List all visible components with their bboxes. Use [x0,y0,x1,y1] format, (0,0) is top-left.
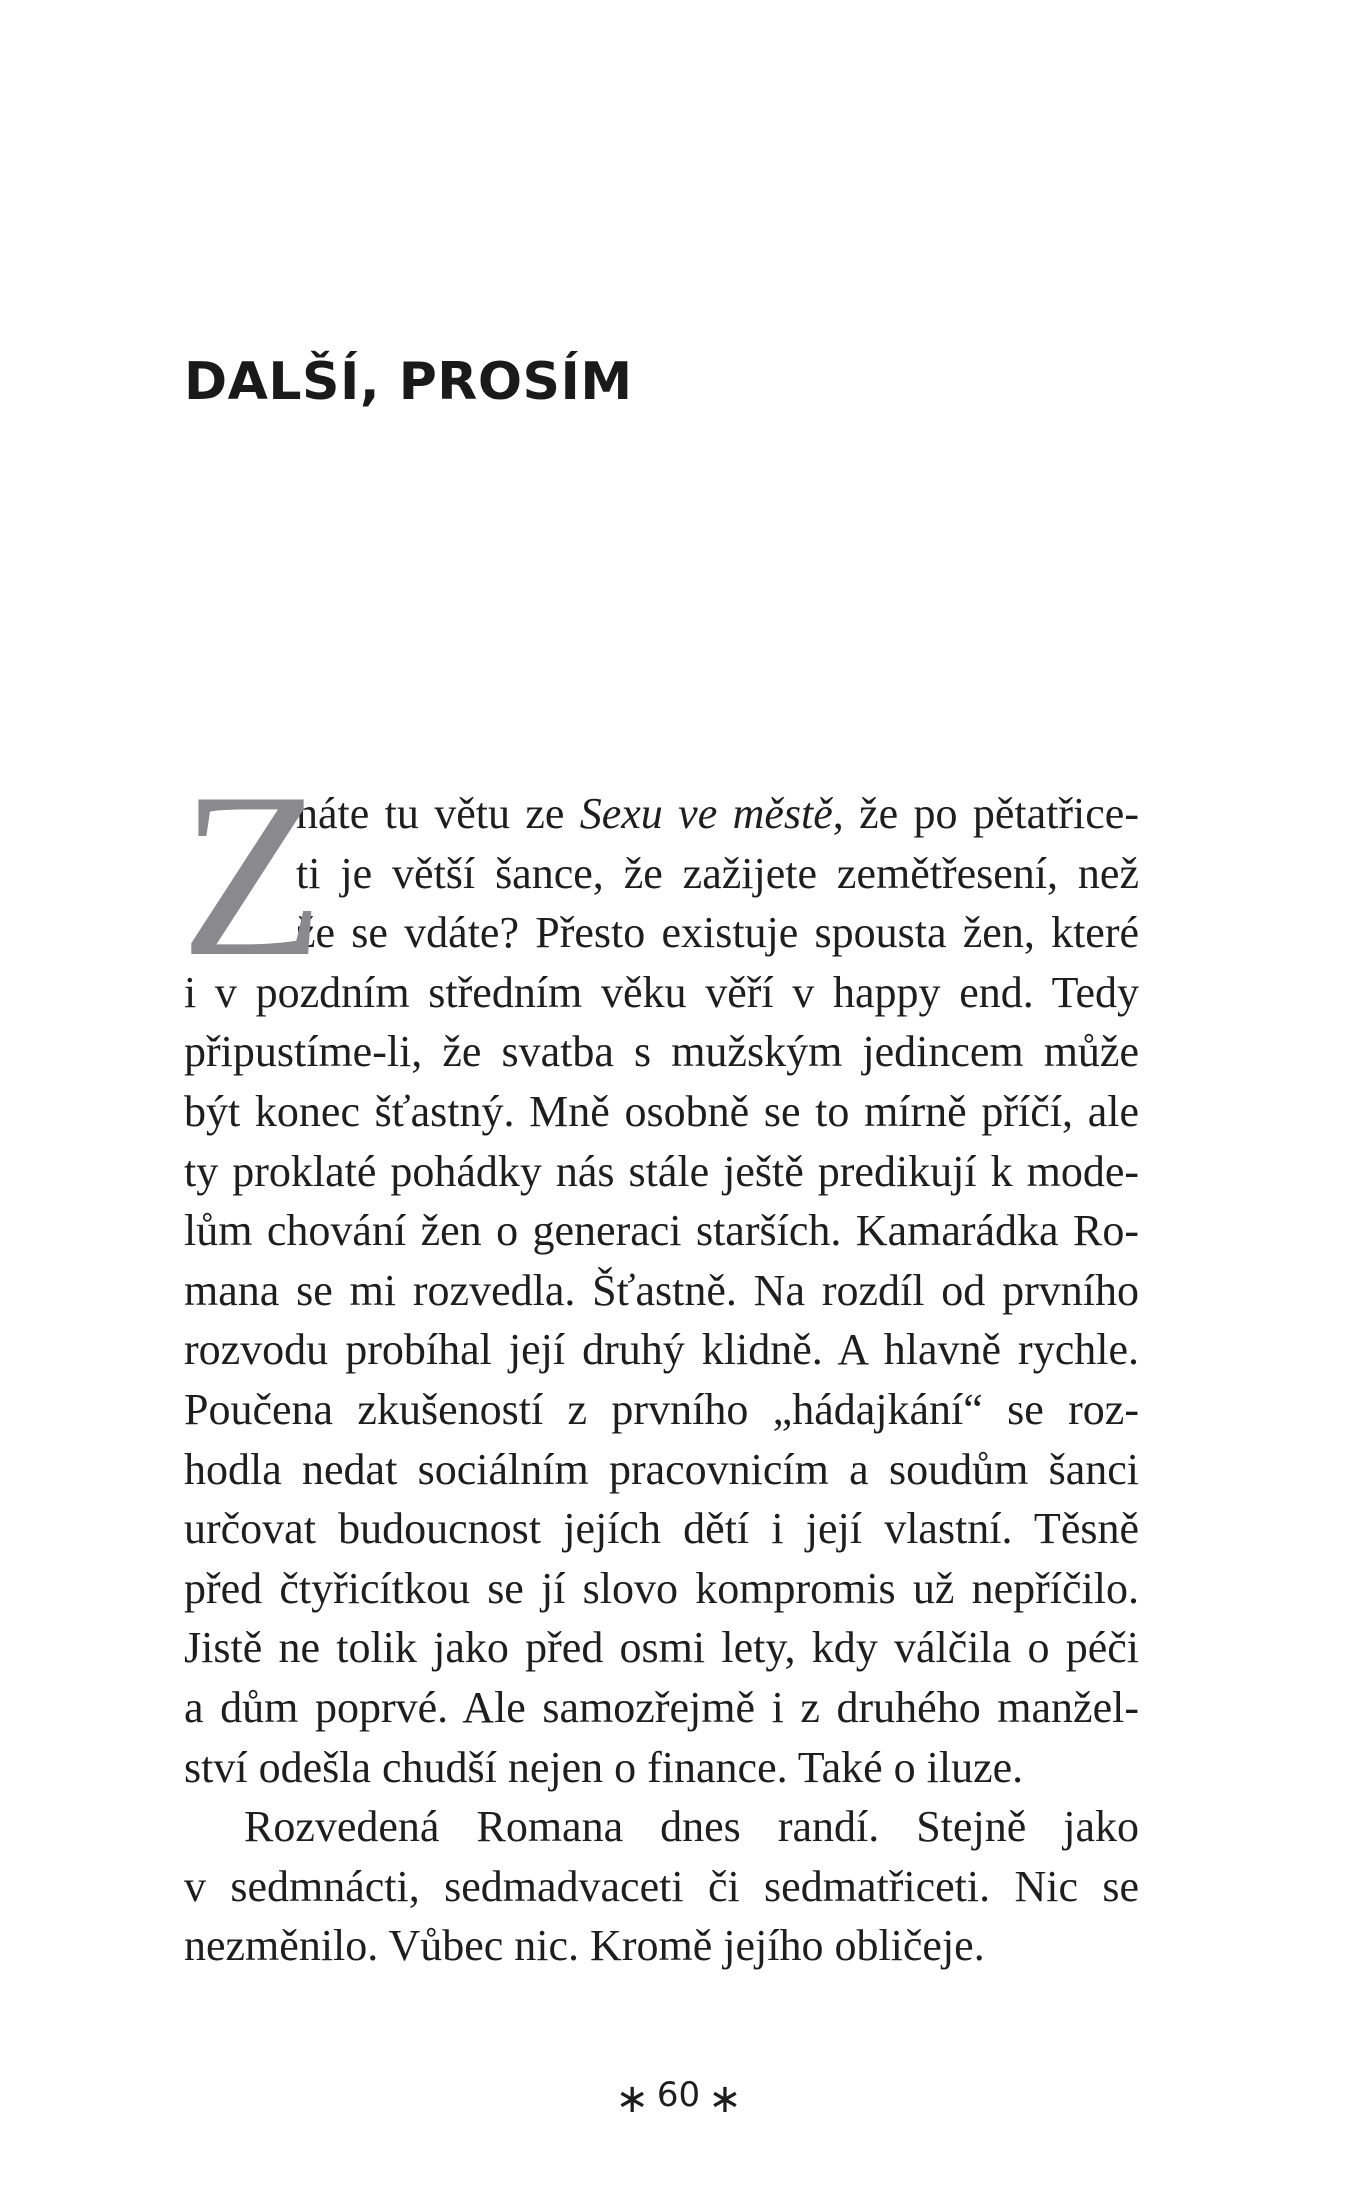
text-line: být konec šťastný. Mně osobně se to mírně příčí, ale [184,1086,1139,1136]
text-line: Rozvedená Romana dnes randí. Stejně jako [244,1802,1139,1852]
chapter-title: DALŠÍ, PROSÍM [184,352,633,412]
text-line: ty proklaté pohádky nás stále ještě predikují k mode- [184,1146,1139,1196]
text-line: že se vdáte? Přesto existuje spousta žen, které [296,908,1139,958]
drop-cap: Z [180,745,325,1006]
page-footer [0,2075,1357,2122]
text-line: před čtyřicítkou se jí slovo kompromis už nepříčilo. [184,1563,1139,1613]
body-text [180,745,1139,1976]
text-line: Jistě ne tolik jako před osmi lety, kdy válčila o péči [184,1623,1139,1673]
text-line: ti je větší šance, že zažijete zemětřesení, než [296,848,1139,898]
text-span: , že po pětatřice- [832,789,1139,838]
text-span: náte tu větu ze [296,789,580,838]
asterisk-ornament-icon: ∗ [708,2076,742,2122]
text-line: připustíme-li, že svatba s mužským jedincem může [184,1027,1139,1077]
text-line: v sedmnácti, sedmadvaceti či sedmatřiceti. Nic se [184,1861,1139,1911]
asterisk-ornament-icon: ∗ [615,2076,649,2122]
text-line: nezměnilo. Vůbec nic. Kromě jejího obličeje. [184,1921,985,1971]
text-line: lům chování žen o generaci starších. Kamarádka Ro- [184,1206,1139,1256]
text-line: a dům poprvé. Ale samozřejmě i z druhého manžel- [184,1682,1139,1732]
text-line: Poučena zkušeností z prvního „hádajkání“ se roz- [184,1384,1139,1434]
page-number: 60 [656,2075,701,2115]
text-line [184,784,1139,844]
text-line: ství odešla chudší nejen o finance. Také o iluze. [184,1742,1024,1792]
book-title-italic: Sexu ve městě [579,789,833,838]
text-line: mana se mi rozvedla. Šťastně. Na rozdíl od prvního [184,1265,1139,1315]
text-line: hodla nedat sociálním pracovnicím a soudům šanci [184,1444,1139,1494]
text-line: i v pozdním středním věku věří v happy end. Tedy [184,967,1139,1017]
text-line: určovat budoucnost jejích dětí i její vlastní. Těsně [184,1504,1139,1554]
text-line: rozvodu probíhal její druhý klidně. A hlavně rychle. [184,1325,1139,1375]
